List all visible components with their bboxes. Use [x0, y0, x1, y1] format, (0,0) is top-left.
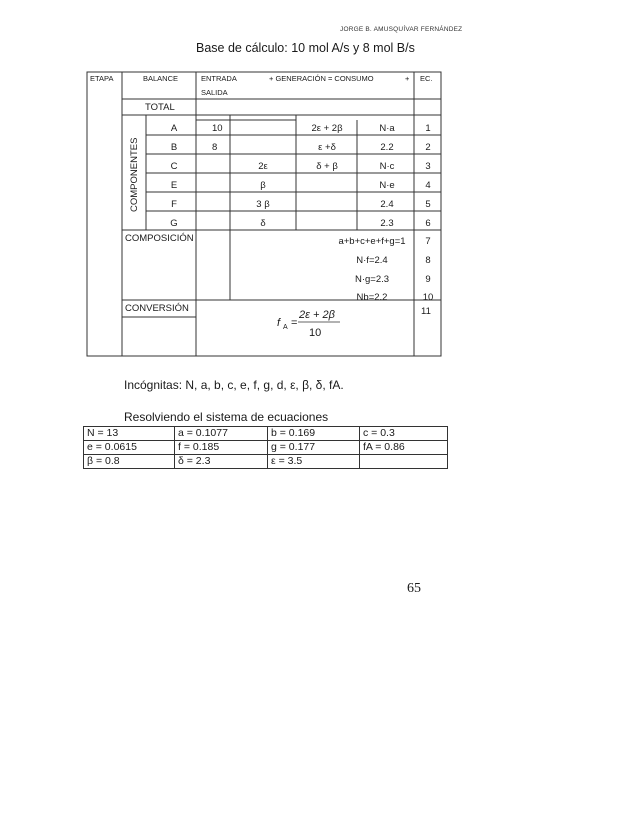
conversion-denominator: 10: [309, 327, 322, 339]
component-salida: 2.3: [380, 218, 394, 229]
component-entrada: 8: [212, 142, 218, 153]
row-conversion: CONVERSIÓN: [125, 303, 189, 314]
result-cell: N = 13: [84, 427, 175, 441]
component-entrada: 10: [212, 123, 223, 134]
component-salida: N·a: [379, 123, 395, 134]
equation-number: 8: [425, 255, 431, 266]
component-name: B: [170, 142, 178, 153]
component-name: G: [170, 218, 178, 229]
result-cell: e = 0.0615: [84, 441, 175, 455]
table-row: [84, 441, 448, 455]
result-cell: β = 0.8: [84, 455, 175, 469]
row-componentes: COMPONENTES: [129, 137, 140, 212]
component-generacion: β: [260, 180, 266, 191]
unknowns-text: Incógnitas: N, a, b, c, e, f, g, d, ε, β, δ, fA.: [124, 378, 344, 392]
result-cell: ε = 3.5: [268, 455, 360, 469]
col-ec: EC.: [420, 74, 433, 83]
result-cell: c = 0.3: [360, 427, 448, 441]
result-cell: a = 0.1077: [175, 427, 268, 441]
result-cell: f = 0.185: [175, 441, 268, 455]
composition-equation: a+b+c+e+f+g=1: [338, 236, 406, 247]
component-consumo: δ + β: [316, 161, 338, 172]
composition-equation: Nb=2.2: [356, 292, 388, 303]
page-number: 65: [407, 581, 421, 596]
col-entrada: ENTRADA: [201, 74, 237, 83]
component-consumo: ε +δ: [318, 142, 336, 153]
component-name: F: [171, 199, 177, 210]
author-header: JORGE B. AMUSQUÍVAR FERNÁNDEZ: [340, 26, 463, 33]
conversion-ec: 11: [421, 306, 431, 317]
solving-heading: Resolviendo el sistema de ecuaciones: [124, 410, 329, 424]
result-cell: δ = 2.3: [175, 455, 268, 469]
col-plus: +: [405, 74, 410, 83]
result-cell: [360, 455, 448, 469]
col-generacion-consumo: + GENERACIÓN = CONSUMO: [269, 74, 374, 83]
col-salida: SALIDA: [201, 88, 228, 97]
result-cell: b = 0.169: [268, 427, 360, 441]
conversion-lhs: f: [277, 317, 281, 329]
equation-number: 3: [425, 161, 431, 172]
result-cell: fA = 0.86: [360, 441, 448, 455]
component-generacion: 3 β: [256, 199, 270, 210]
conversion-sub: A: [283, 324, 288, 331]
component-consumo: 2ε + 2β: [311, 123, 343, 134]
composition-equation: N·g=2.3: [354, 274, 390, 285]
composition-equations: [338, 236, 433, 303]
component-name: E: [170, 180, 178, 191]
conversion-formula: [277, 306, 431, 339]
equation-number: 10: [422, 292, 434, 303]
composition-equation: N·f=2.4: [356, 255, 388, 266]
conversion-eq: =: [291, 317, 298, 329]
row-composicion: COMPOSICIÓN: [125, 233, 194, 244]
equation-number: 4: [425, 180, 431, 191]
component-salida: N·e: [379, 180, 395, 191]
component-name: A: [170, 123, 178, 134]
component-rows: [170, 123, 430, 229]
table-row: [84, 427, 448, 441]
results-table: [83, 426, 448, 469]
equation-number: 6: [425, 218, 431, 229]
row-total: TOTAL: [145, 102, 175, 113]
component-generacion: δ: [260, 218, 266, 229]
equation-number: 2: [425, 142, 431, 153]
table-row: [84, 455, 448, 469]
equation-number: 7: [425, 236, 431, 247]
equation-number: 1: [425, 123, 431, 134]
result-cell: g = 0.177: [268, 441, 360, 455]
component-salida: 2.4: [380, 199, 394, 210]
calculation-basis: Base de cálculo: 10 mol A/s y 8 mol B/s: [196, 41, 415, 55]
equation-number: 5: [425, 199, 431, 210]
col-balance: BALANCE: [143, 74, 179, 83]
component-name: C: [170, 161, 178, 172]
equation-number: 9: [425, 274, 431, 285]
component-salida: 2.2: [380, 142, 394, 153]
component-salida: N·c: [379, 161, 395, 172]
conversion-numerator: 2ε + 2β: [299, 309, 335, 321]
col-etapa: ETAPA: [90, 74, 114, 83]
component-generacion: 2ε: [258, 161, 268, 172]
